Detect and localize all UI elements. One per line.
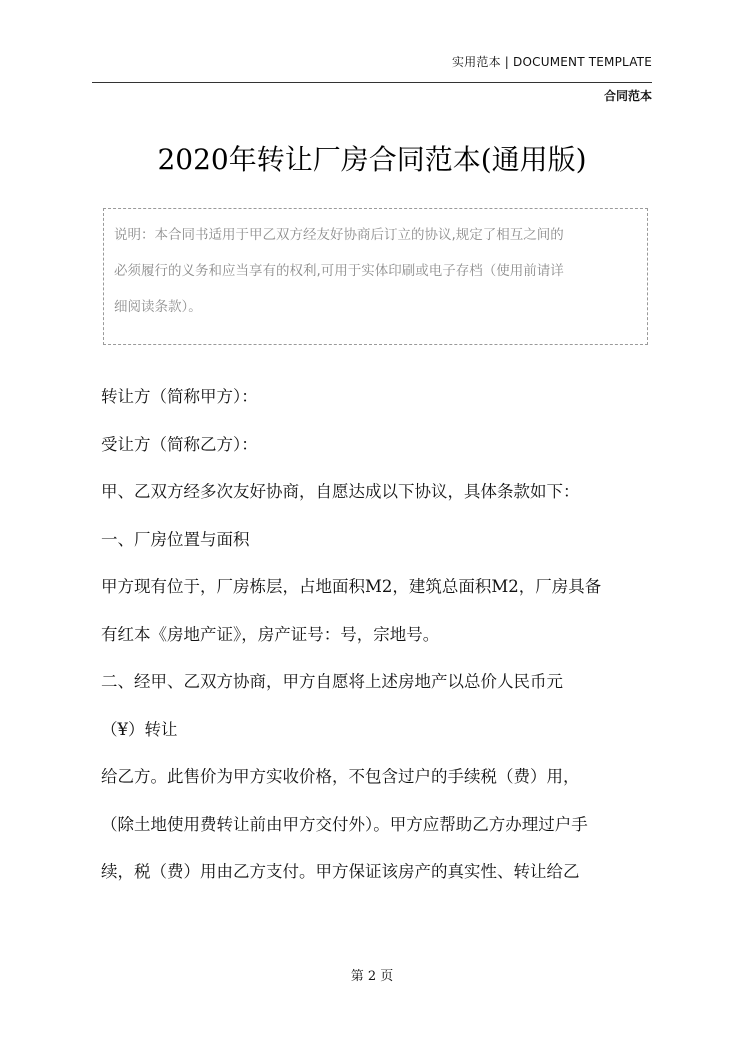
note-line: 必须履行的义务和应当享有的权利,可用于实体印刷或电子存档（使用前请详 [114, 263, 564, 279]
body-paragraph-line: 甲方现有位于，厂房栋层，占地面积M2，建筑总面积M2，厂房具备 [101, 577, 602, 596]
document-title: 2020年转让厂房合同范本(通用版) [157, 143, 587, 176]
contract-body [101, 373, 656, 896]
header-document-template: 实用范本 | DOCUMENT TEMPLATE [451, 55, 652, 69]
body-line-transferee: 受让方（简称乙方）： [101, 434, 258, 454]
header-divider [92, 82, 652, 83]
note-line: 说明：本合同书适用于甲乙双方经友好协商后订立的协议,规定了相互之间的 [114, 227, 564, 243]
section-heading-price: 二、经甲、乙双方协商，甲方自愿将上述房地产以总价人民币元 [101, 672, 563, 691]
page-number: 第 2 页 [350, 969, 394, 984]
body-paragraph-line: 有红本《房地产证》，房产证号：号，宗地号。 [101, 624, 440, 644]
header-category: 合同范本 [603, 89, 652, 103]
body-paragraph-line: （¥）转让 [101, 719, 178, 739]
note-line: 细阅读条款）。 [114, 299, 202, 315]
section-heading-location-area: 一、厂房位置与面积 [101, 529, 250, 549]
body-line-agreement: 甲、乙双方经多次友好协商，自愿达成以下协议，具体条款如下： [101, 482, 580, 501]
note-box [103, 208, 648, 345]
body-paragraph-line: 给乙方。此售价为甲方实收价格，不包含过户的手续税（费）用， [101, 767, 580, 786]
body-paragraph-line: （除土地使用费转让前由甲方交付外）。甲方应帮助乙方办理过户手 [101, 814, 588, 834]
body-line-transferor: 转让方（简称甲方）： [101, 387, 258, 406]
body-paragraph-line: 续，税（费）用由乙方支付。甲方保证该房产的真实性、转让给乙 [101, 862, 580, 881]
